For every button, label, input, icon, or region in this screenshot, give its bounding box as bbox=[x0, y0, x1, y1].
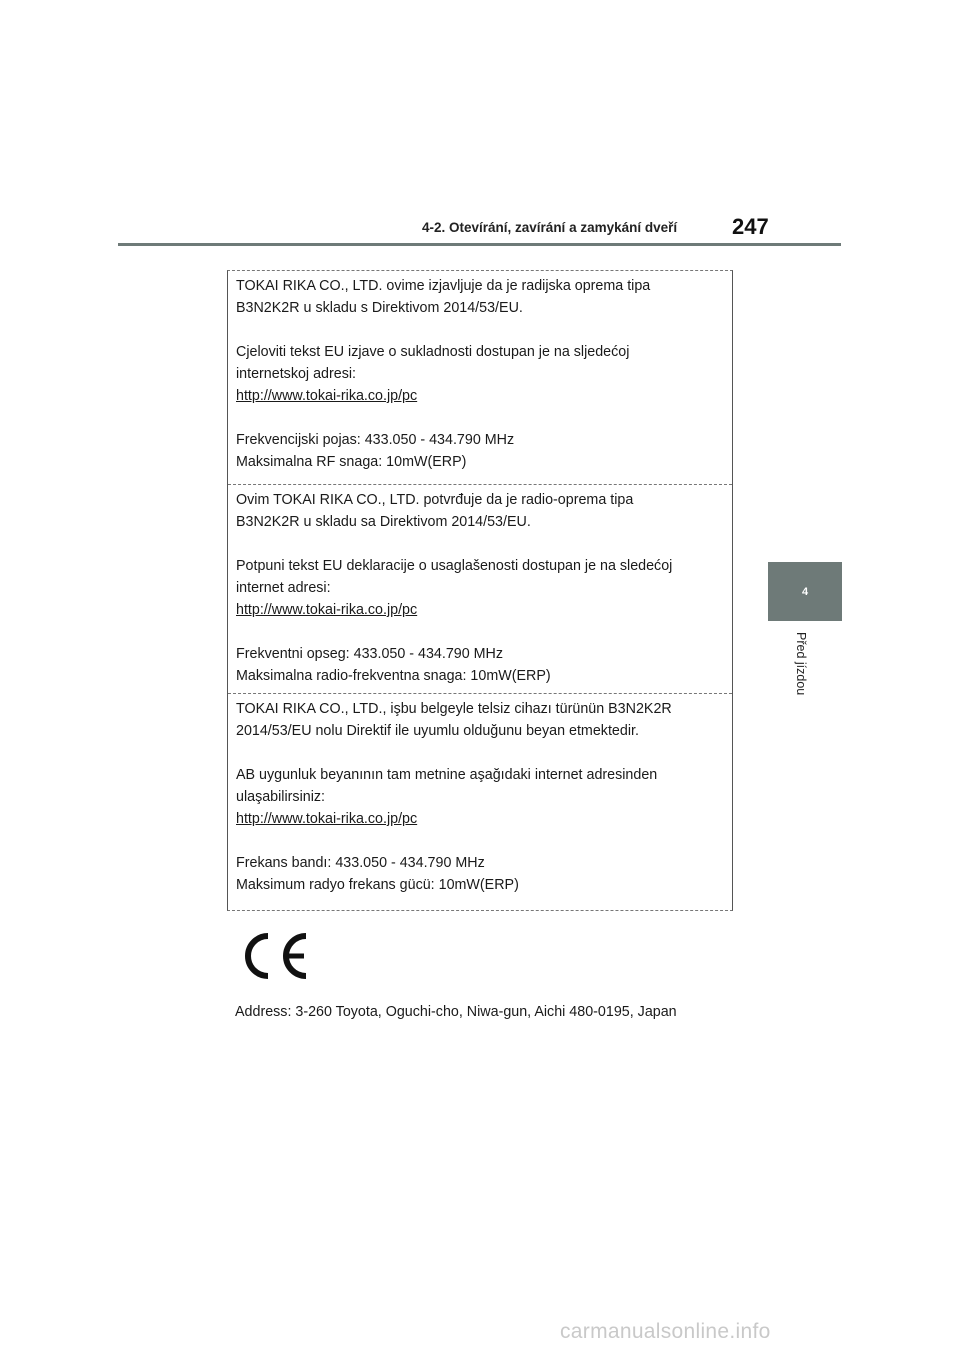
declaration-link[interactable]: http://www.tokai-rika.co.jp/pc bbox=[236, 811, 418, 827]
section-title: 4-2. Otevírání, zavírání a zamykání dveří bbox=[422, 220, 678, 235]
declaration-text: TOKAI RIKA CO., LTD. ovime izjavljuje da je radijska oprema tipa bbox=[236, 278, 651, 294]
declaration-text: ulaşabilirsiniz: bbox=[236, 789, 325, 805]
declaration-croatian bbox=[228, 271, 732, 484]
chapter-label: Před jízdou bbox=[794, 632, 808, 696]
max-power: Maksimalna radio-frekventna snaga: 10mW(ERP) bbox=[236, 668, 551, 684]
declaration-serbian bbox=[228, 484, 732, 693]
declaration-box bbox=[227, 270, 733, 911]
declaration-text: internet adresi: bbox=[236, 580, 331, 596]
declaration-text: Cjeloviti tekst EU izjave o sukladnosti dostupan je na sljedećoj bbox=[236, 344, 630, 360]
chapter-tab bbox=[768, 562, 842, 621]
declaration-text: Ovim TOKAI RIKA CO., LTD. potvrđuje da je radio-oprema tipa bbox=[236, 492, 634, 508]
declaration-text: TOKAI RIKA CO., LTD., işbu belgeyle telsiz cihazı türünün B3N2K2R bbox=[236, 701, 672, 717]
declaration-link[interactable]: http://www.tokai-rika.co.jp/pc bbox=[236, 602, 418, 618]
frequency-band: Frekvencijski pojas: 433.050 - 434.790 MHz bbox=[236, 432, 515, 448]
declaration-text: AB uygunluk beyanının tam metnine aşağıdaki internet adresinden bbox=[236, 767, 658, 783]
frequency-band: Frekans bandı: 433.050 - 434.790 MHz bbox=[236, 855, 485, 871]
chapter-number: 4 bbox=[801, 585, 809, 598]
declaration-text: B3N2K2R u skladu sa Direktivom 2014/53/EU. bbox=[236, 514, 531, 530]
declaration-turkish bbox=[228, 693, 732, 911]
manufacturer-address: Address: 3-260 Toyota, Oguchi-cho, Niwa-gun, Aichi 480-0195, Japan bbox=[235, 1004, 677, 1020]
watermark: carmanualsonline.info bbox=[560, 1320, 771, 1343]
max-power: Maksimum radyo frekans gücü: 10mW(ERP) bbox=[236, 877, 519, 893]
declaration-text: 2014/53/EU nolu Direktif ile uyumlu olduğunu beyan etmektedir. bbox=[236, 723, 639, 739]
header-rule bbox=[118, 243, 841, 246]
max-power: Maksimalna RF snaga: 10mW(ERP) bbox=[236, 454, 467, 470]
declaration-text: B3N2K2R u skladu s Direktivom 2014/53/EU. bbox=[236, 300, 523, 316]
declaration-text: Potpuni tekst EU deklaracije o usaglašenosti dostupan je na sledećoj bbox=[236, 558, 673, 574]
frequency-band: Frekventni opseg: 433.050 - 434.790 MHz bbox=[236, 646, 504, 662]
ce-mark-icon bbox=[240, 932, 310, 980]
declaration-link[interactable]: http://www.tokai-rika.co.jp/pc bbox=[236, 388, 418, 404]
declaration-text: internetskoj adresi: bbox=[236, 366, 356, 382]
page-number: 247 bbox=[732, 214, 769, 239]
